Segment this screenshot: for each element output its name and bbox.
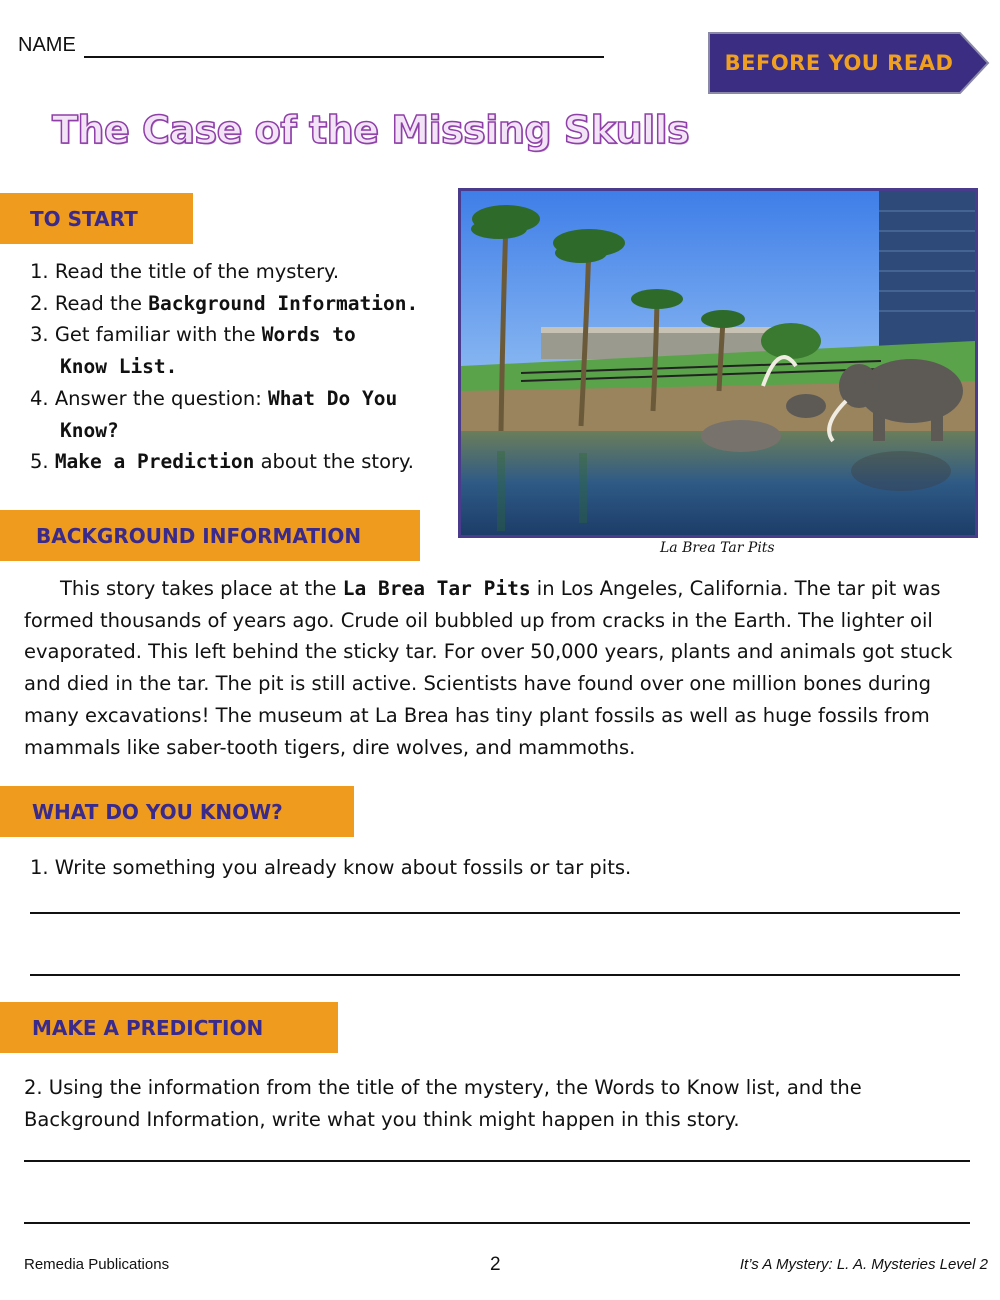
step-2: 2. Read the Background Information. — [30, 291, 419, 315]
question-1: 1. Write something you already know about fossils or tar pits. — [30, 856, 632, 879]
banner-text: BEFORE YOU READ — [724, 51, 954, 75]
tar-pits-photo — [458, 188, 978, 538]
answer-line-1[interactable] — [30, 912, 960, 914]
name-line[interactable] — [84, 56, 604, 58]
step-3: 3. Get familiar with the Words to Know List. — [30, 323, 356, 379]
answer-line-3[interactable] — [24, 1160, 970, 1162]
photo-tar-pits-icon — [461, 191, 975, 535]
make-a-prediction-heading: MAKE A PREDICTION — [0, 1002, 338, 1053]
step-1: 1. Read the title of the mystery. — [30, 260, 340, 283]
before-you-read-banner — [708, 32, 990, 94]
background-paragraph: This story takes place at the La Brea Tar Pits in Los Angeles, California. The tar pit was formed thousands of years ago. Crude oil bubbled up from cracks in the Earth. The lighter oil evaporated. This left behind the sticky tar. For over 50,000 years, plants and animals got stuck and died in the tar. The pit is still active. Scientists have found over one million bones during many excavations! The museum at La Brea has tiny plant fossils as well as huge fossils from mammals like saber-tooth tigers, dire wolves, and mammoths. — [24, 577, 953, 759]
step-5: 5. Make a Prediction about the story. — [30, 450, 414, 474]
answer-line-4[interactable] — [24, 1222, 970, 1224]
question-2: 2. Using the information from the title of the mystery, the Words to Know list, and the Background Information, write what you think might happen in this story. — [24, 1076, 862, 1131]
page-title: The Case of the Missing Skulls — [52, 108, 690, 152]
answer-line-2[interactable] — [30, 974, 960, 976]
footer-page-number: 2 — [490, 1254, 501, 1275]
to-start-steps — [30, 256, 455, 478]
footer-series: It’s A Mystery: L. A. Mysteries Level 2 — [739, 1256, 988, 1273]
name-label: NAME — [18, 34, 76, 56]
step-4: 4. Answer the question: What Do You Know? — [30, 386, 398, 442]
what-do-you-know-heading: WHAT DO YOU KNOW? — [0, 786, 354, 837]
photo-caption: La Brea Tar Pits — [660, 540, 775, 556]
footer-publisher: Remedia Publications — [24, 1256, 170, 1273]
to-start-heading: TO START — [0, 193, 193, 244]
background-information-heading: BACKGROUND INFORMATION — [0, 510, 420, 561]
